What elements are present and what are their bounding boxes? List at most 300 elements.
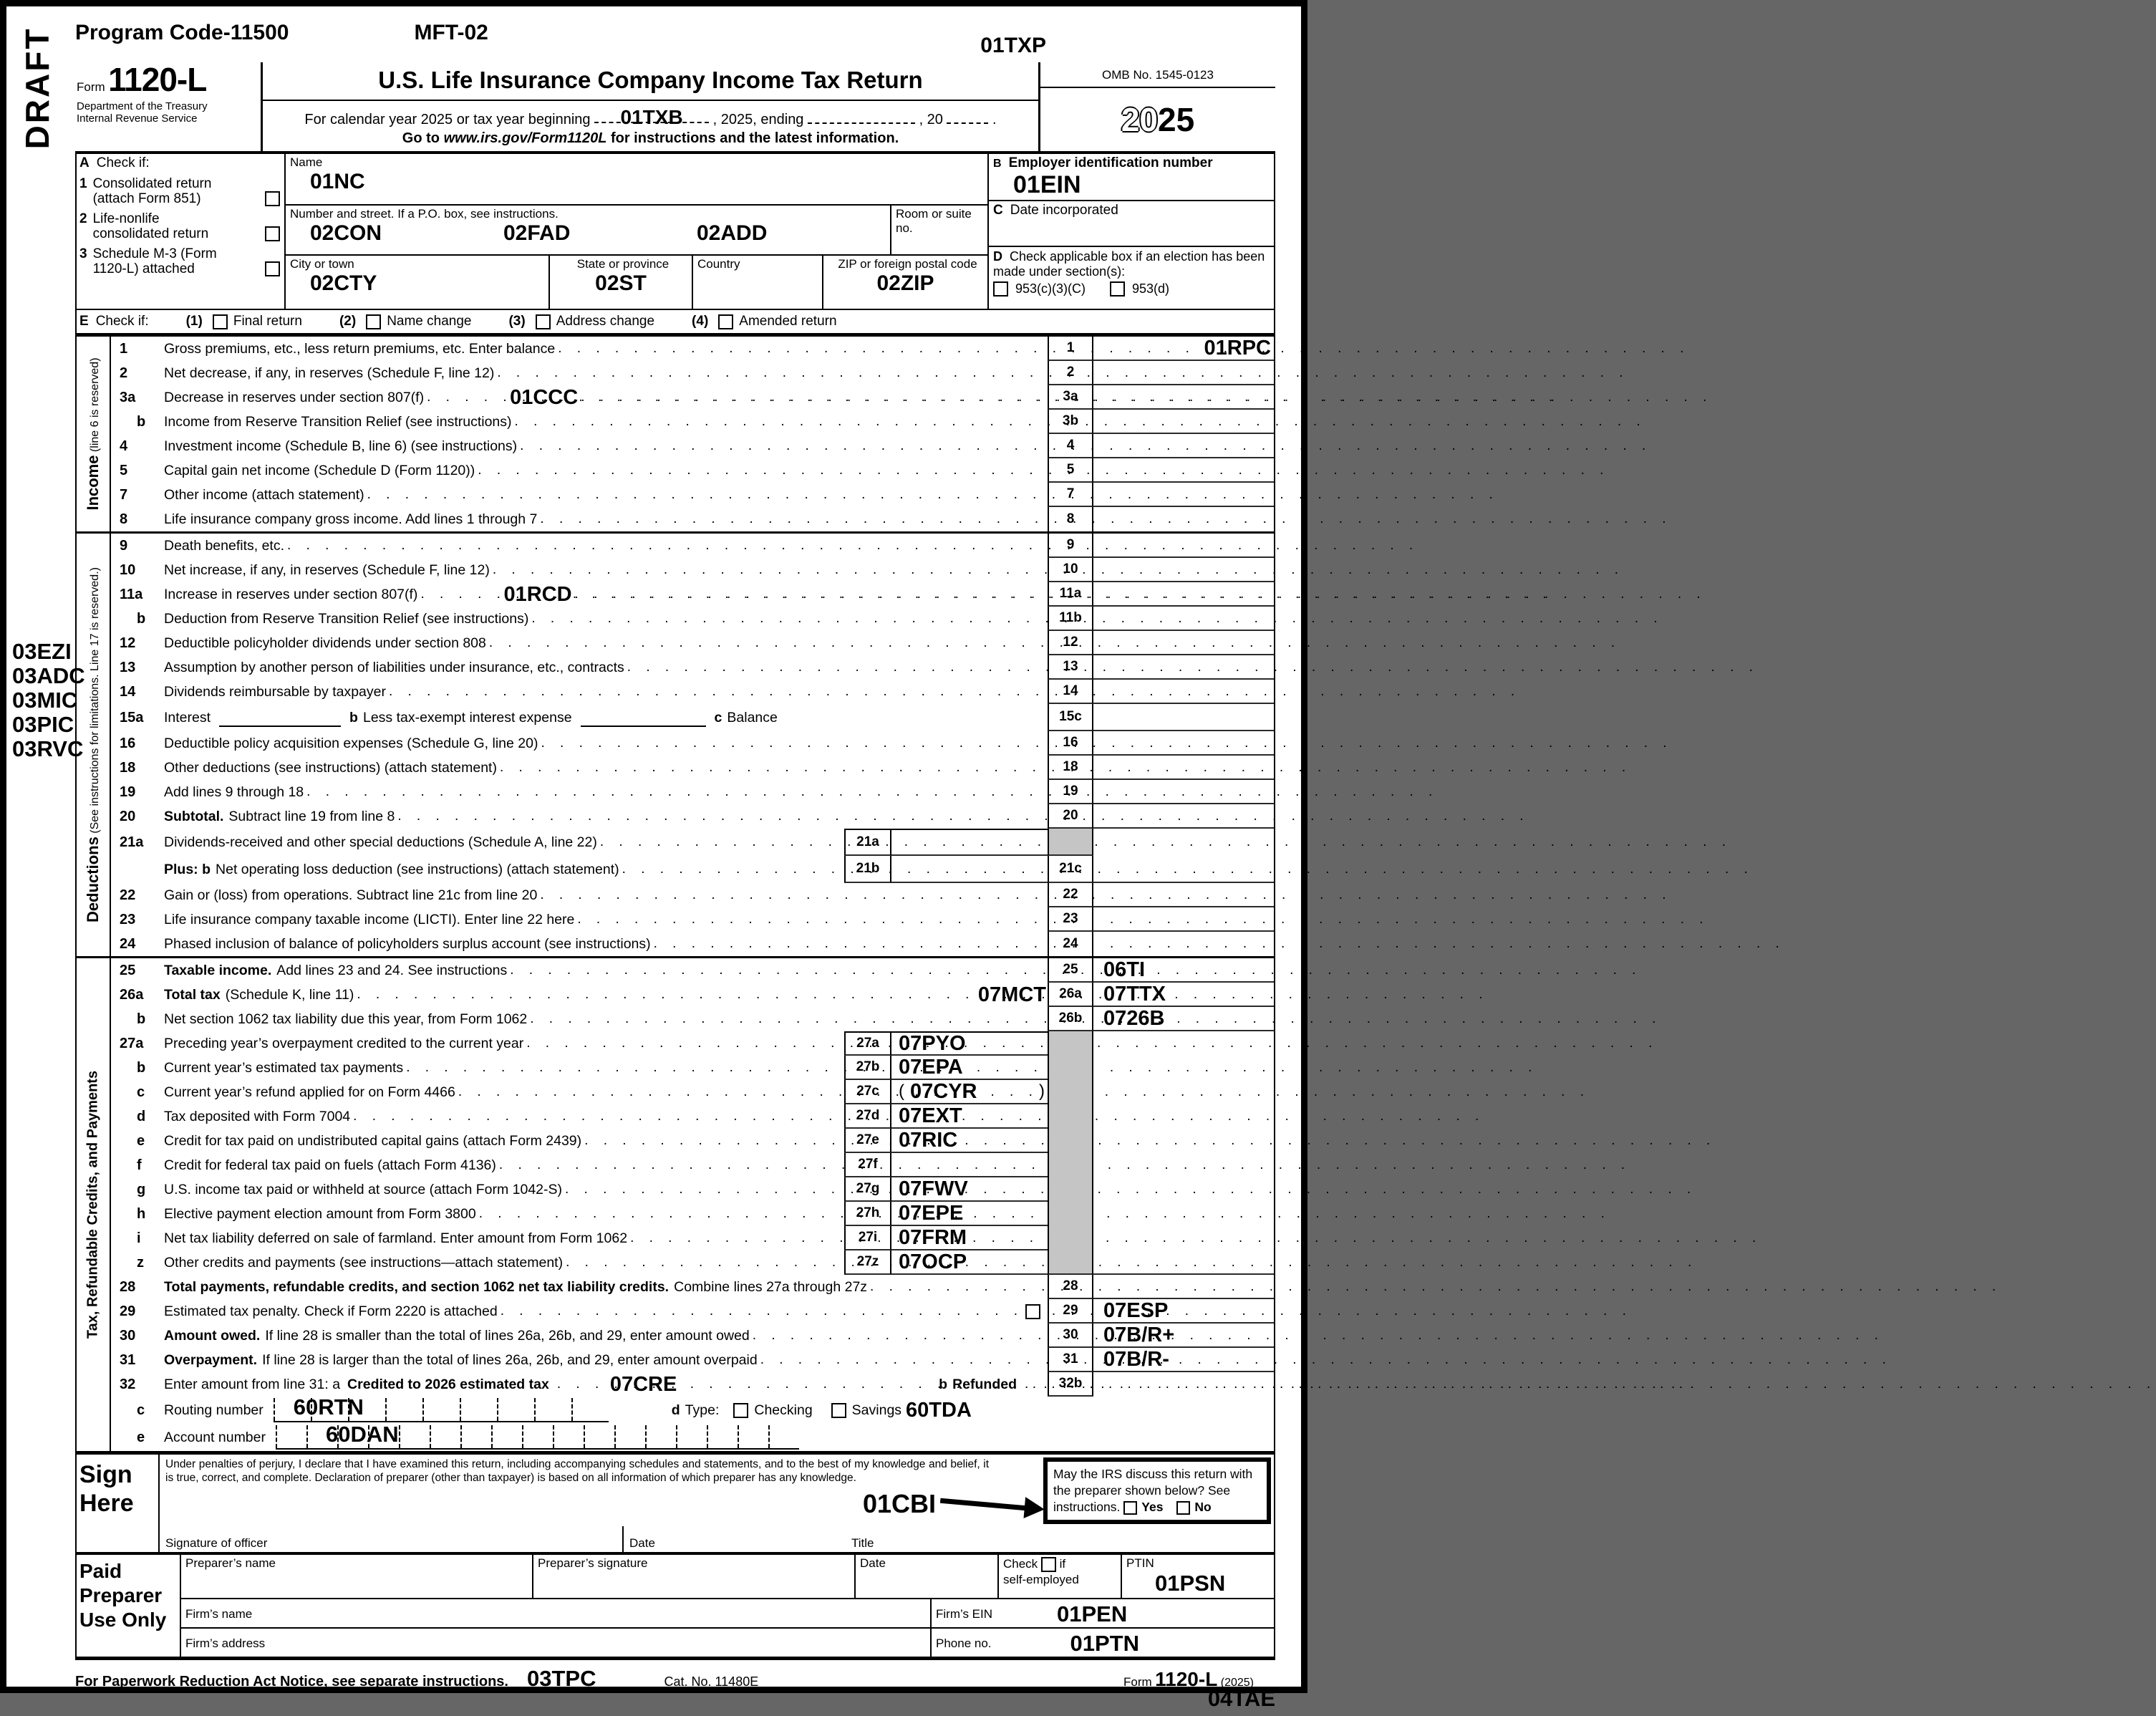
dot-leader [600,834,840,850]
line-num: h [137,1205,146,1222]
line-21a-amount[interactable] [891,829,1048,856]
firm-name-field[interactable] [181,1599,930,1627]
city-label: City or town [290,257,354,271]
line-32c-row [111,1394,1274,1424]
tax-year-yy-field[interactable] [947,107,988,124]
line-27d-row [111,1104,1274,1129]
right-line-num: 25 [1048,958,1093,983]
line-24-amount[interactable] [1093,932,1274,956]
line-num: e [137,1429,145,1445]
line-1-row [111,337,1274,361]
line-27b-amount[interactable]: 07EPA [891,1056,1048,1080]
paperwork-notice: For Paperwork Reduction Act Notice, see separate instructions. [75,1674,508,1690]
cal-pre: For calendar year 2025 or tax year beginning [304,112,591,127]
income-side-strip [77,337,111,531]
firm-ein-field[interactable] [930,1599,1274,1627]
line-num: b [137,1011,146,1027]
line-23-amount[interactable] [1093,907,1274,932]
line-27f-amount[interactable] [891,1153,1048,1177]
line-27c-amount[interactable] [891,1080,1048,1104]
dot-leader [630,1230,840,1246]
dot-leader [389,684,1043,700]
line-num: 27a [120,1035,144,1051]
line-num: i [137,1230,141,1246]
dept-line1: Department of the Treasury [77,100,208,112]
code-01txb: 01TXB [620,106,683,128]
overlay-code: 03ADC [12,663,85,688]
line-22-row [111,883,1274,907]
line-num: 19 [120,784,136,800]
right-line-num: 4 [1048,434,1093,458]
a-text: Check if: [96,155,150,170]
checking-checkbox[interactable] [733,1403,748,1418]
dot-leader [458,1084,840,1100]
discuss-no-checkbox[interactable] [1176,1501,1190,1515]
officer-signature-field[interactable] [160,1536,622,1552]
right-line-num: 9 [1048,534,1093,558]
dot-leader [1025,1377,1043,1392]
dot-leader [520,438,1043,454]
officer-signature-label: Signature of officer [165,1536,268,1550]
if-word: if [1059,1557,1066,1571]
line-12-amount[interactable] [1093,631,1274,655]
line-bold: Total tax [164,986,221,1003]
irs-discuss-box [1043,1457,1271,1524]
line-28-row [111,1275,1274,1299]
line-11b-row [111,607,1274,631]
form-word: Form [77,80,105,94]
line-num: 31 [120,1351,136,1368]
dot-leader [397,809,1043,824]
line-31-amount[interactable]: 07B/R- [1093,1348,1274,1372]
right-line-num: 23 [1048,907,1093,932]
shaded-cell [1048,1056,1093,1080]
shaded-cell [1048,1226,1093,1250]
line-27g-row [111,1177,1274,1202]
line-26b-row [111,1007,1274,1031]
ein-field[interactable] [989,154,1274,201]
code-07mct: 07MCT [977,983,1046,1006]
preparer-signature-field[interactable] [532,1555,854,1598]
line-20-row [111,804,1274,829]
right-line-num: 5 [1048,458,1093,483]
account-label: Account number [164,1429,266,1445]
overlay-code: 03RVC [12,736,84,761]
street-row [286,206,987,256]
sign-here-block [77,1451,1274,1552]
street-field[interactable] [286,206,890,254]
line-9-amount[interactable] [1093,534,1274,558]
line-30-row [111,1324,1274,1348]
953d-checkbox[interactable] [1110,281,1125,297]
line-desc: (Schedule K, line 11) [225,986,354,1003]
routing-number-field[interactable] [274,1394,609,1422]
e2-num: (2) [339,314,357,329]
sub-b: b [349,709,358,726]
dot-leader [575,587,1043,602]
line-19-amount[interactable] [1093,780,1274,804]
line-13-amount[interactable] [1093,655,1274,680]
dot-leader [526,1036,840,1051]
mft-code: MFT-02 [414,21,488,44]
line-32-row [111,1372,1274,1397]
line-11b-amount[interactable] [1093,607,1274,631]
line-23-row [111,907,1274,932]
line-desc: Death benefits, etc. [164,537,285,554]
line-18-row [111,756,1274,780]
useonly-word: Use Only [79,1609,167,1631]
line-27d-amount[interactable]: 07EXT [891,1104,1048,1129]
right-cell [1093,1031,1274,1056]
line-num: 22 [120,887,136,903]
line-27e-amount[interactable]: 07RIC [891,1129,1048,1153]
line-num: z [137,1254,144,1271]
city-value: 02CTY [310,271,377,295]
code-07cyr: 07CYR [910,1079,977,1103]
line-num: 4 [120,438,128,454]
line-26b-amount[interactable]: 0726B [1093,1007,1274,1031]
life-nonlife-checkbox[interactable] [265,226,280,241]
line-desc: Net section 1062 tax liability due this year, from Form 1062 [164,1011,528,1027]
right-cell [1093,1129,1274,1153]
line-1-amount[interactable]: 01RPC [1093,337,1274,361]
right-line-num: 14 [1048,680,1093,704]
schedule-m3-checkbox[interactable] [265,261,280,276]
deductions-side-label [84,567,102,922]
line-num: 1 [120,340,128,357]
state-value: 02ST [595,271,647,295]
phone-value: 01PTN [1070,1630,1139,1656]
state-label: State or province [576,257,669,271]
line-desc: Income from Reserve Transition Relief (see instructions) [164,413,512,430]
firm-address-field[interactable] [181,1629,930,1657]
name-change-checkbox[interactable] [366,314,381,329]
state-field[interactable] [548,256,692,309]
line-9-row [111,534,1274,558]
sub-c: c [714,709,722,726]
amended-return-checkbox[interactable] [718,314,733,329]
checking-label: Checking [754,1402,813,1418]
discuss-box-wrap [1038,1455,1274,1552]
dot-leader [493,562,1043,578]
right-line-num: 16 [1048,731,1093,756]
dot-leader [479,1206,840,1222]
country-field[interactable] [692,256,822,309]
mid-line-num: 27i [844,1226,891,1250]
income-word: Income [84,455,102,511]
address-change-checkbox[interactable] [536,314,551,329]
irs-url-link[interactable]: www.irs.gov/Form1120L [443,130,607,146]
line-num: g [137,1181,146,1197]
line-7-row [111,483,1274,507]
catalog-number: Cat. No. 11480E [664,1674,759,1689]
a-item-3 [79,246,280,276]
dot-leader [540,511,1043,527]
deductions-section [77,534,1274,958]
tax-exempt-label: Less tax-exempt interest expense [362,709,572,726]
program-code: Program Code-11500 [75,21,289,44]
line-27i-amount[interactable]: 07FRM [891,1226,1048,1250]
code-01cbi: 01CBI [862,1489,936,1518]
line-22-amount[interactable] [1093,883,1274,907]
line-3b-amount[interactable] [1093,410,1274,434]
election-box [989,247,1274,297]
line-desc: Other deductions (see instructions) (attach statement) [164,759,497,776]
code-01rcd: 01RCD [503,582,572,606]
omb-number: OMB No. 1545-0123 [1040,62,1275,88]
room-suite-field[interactable] [890,206,987,254]
calendar-year-line [263,100,1038,128]
mid-line-num: 27f [844,1153,891,1177]
line-2-amount[interactable] [1093,361,1274,385]
line-27e-row [111,1129,1274,1153]
line-num: b [137,610,146,627]
line-desc: Deductible policy acquisition expenses (Schedule G, line 20) [164,735,538,751]
line-num: 8 [120,511,128,527]
street-value-3: 02ADD [697,221,768,245]
953c3c-checkbox[interactable] [993,281,1008,297]
interest-label: Interest [164,709,211,726]
mid-line-num: 27g [844,1177,891,1202]
zip-field[interactable] [822,256,987,309]
name-address-column [286,154,987,309]
tax-side-strip [77,958,111,1451]
title-block [263,62,1040,151]
phone-label: Phone no. [936,1636,992,1650]
page-title: U.S. Life Insurance Company Income Tax Return [378,67,923,93]
form-2220-checkbox[interactable] [1025,1304,1040,1319]
dot-leader [540,887,1043,903]
line-26a-amount[interactable]: 07TTX [1093,983,1274,1007]
e1-num: (1) [185,314,203,329]
consolidated-return-checkbox[interactable] [265,191,280,206]
draft-text: DRAFT [19,26,56,150]
right-line-num: 19 [1048,780,1093,804]
right-cell [1093,1056,1274,1080]
right-line-num: 22 [1048,883,1093,907]
ein-label: Employer identification number [1008,155,1213,170]
line-15c-amount[interactable] [1093,704,1274,731]
line-num: 3a [120,389,136,405]
phone-field[interactable] [930,1629,1274,1657]
line-18-amount[interactable] [1093,756,1274,780]
form-number: 1120-L [108,61,207,98]
code-07cre: 07CRE [609,1372,677,1396]
income-side-label [84,357,102,510]
line-21c-amount[interactable] [1093,856,1274,883]
shaded-cell [1048,1177,1093,1202]
line-20-amount[interactable] [1093,804,1274,829]
line-desc: Other credits and payments (see instructions—attach statement) [164,1254,564,1271]
tax-year-end-field[interactable] [808,107,915,124]
dot-leader [427,390,507,405]
dot-leader [627,660,1043,675]
code-60dan: 60DAN [326,1422,399,1447]
line-3a-amount[interactable] [1093,385,1274,410]
right-line-num: 24 [1048,932,1093,956]
line-bold: Taxable income. [164,962,272,978]
line-8-amount[interactable] [1093,507,1274,531]
right-line-num: 1 [1048,337,1093,361]
line-num: 28 [120,1278,136,1295]
dot-leader [406,1060,840,1076]
paid-preparer-block [77,1552,1274,1657]
dept-line2: Internal Revenue Service [77,112,198,125]
final-return-label: Final return [233,314,302,329]
line-7-amount[interactable] [1093,483,1274,507]
line-5-amount[interactable] [1093,458,1274,483]
deductions-note: (See instructions for limitations. Line 17 is reserved.) [89,567,101,837]
dot-leader [501,1303,1023,1319]
line-27a-amount[interactable]: 07PYO [891,1031,1048,1056]
perjury-statement: Under penalties of perjury, I declare that I have examined this return, including accompanying schedules and statements, and to the best of my knowledge and belief, it is true, correct, and complete. Declaration of preparer (other than taxpayer) is based on all information of which preparer has any knowledge. [165,1458,989,1484]
line-num: 9 [120,537,128,554]
line-30-amount[interactable]: 07B/R+ [1093,1324,1274,1348]
line-desc: If line 28 is smaller than the total of lines 26a, 26b, and 29, enter amount owed [265,1327,750,1344]
line-num: 20 [120,808,136,824]
line-19-row [111,780,1274,804]
code-60rtn: 60RTN [293,1394,364,1419]
city-field[interactable] [286,256,548,309]
tax-exempt-field[interactable] [581,708,706,727]
dot-leader [760,1352,1043,1368]
ein-value: 01EIN [1013,171,1081,198]
date-incorporated-field[interactable] [989,201,1274,247]
code-04tae: 04TAE [1207,1686,1275,1711]
line-desc: Increase in reserves under section 807(f) [164,586,418,602]
line-num: 15a [120,709,144,726]
a1-label: Consolidated return (attach Form 851) [92,176,212,206]
line-28-amount[interactable] [1093,1275,1274,1299]
line-27z-amount[interactable]: 07OCP [891,1250,1048,1275]
sign-date-field[interactable] [622,1526,765,1552]
line-desc: Add lines 23 and 24. See instructions [276,962,508,978]
line-10-amount[interactable] [1093,558,1274,582]
savings-label: Savings [851,1402,902,1418]
name-label: Name [290,155,323,169]
line-bold: Plus: b [164,861,211,877]
dot-leader [558,341,1043,357]
paren-close: ) [1039,1081,1045,1101]
line-num: f [137,1157,142,1173]
year-20: 20 [1121,101,1158,138]
name-field[interactable] [286,154,987,206]
goto-post: for instructions and the latest information. [610,130,899,146]
line-27g-amount[interactable]: 07FWV [891,1177,1048,1202]
line-32b-amount[interactable] [1093,1372,1274,1397]
line-25-amount[interactable]: 06TI [1093,958,1274,983]
right-cell [1093,1104,1274,1129]
line-desc: Phased inclusion of balance of policyholders surplus account (see instructions) [164,935,651,952]
right-line-num: 7 [1048,483,1093,507]
footer [75,1660,1275,1716]
right-line-num: 21c [1048,856,1093,883]
ptin-field[interactable] [1121,1555,1274,1598]
line-4-amount[interactable] [1093,434,1274,458]
line-27b-row [111,1056,1274,1080]
paren-open: ( [899,1081,904,1101]
line-21b-amount[interactable] [891,856,1048,883]
shaded-cell [1048,1080,1093,1104]
dot-leader [499,1157,840,1173]
right-line-num: 2 [1048,361,1093,385]
dot-leader [510,963,1043,978]
line-desc: Net increase, if any, in reserves (Schedule F, line 12) [164,561,490,578]
line-5-row [111,458,1274,483]
line-11a-amount[interactable] [1093,582,1274,607]
tax-year-begin-field[interactable] [594,106,709,128]
line-num: 24 [120,935,136,952]
footer-form-number: 1120-L [1155,1668,1218,1690]
key-a: A [79,155,90,170]
account-number-field[interactable] [276,1422,799,1450]
line-num: 5 [120,462,128,478]
line-16-amount[interactable] [1093,731,1274,756]
dot-leader [357,987,975,1003]
savings-checkbox[interactable] [831,1403,846,1418]
dot-leader [557,1377,607,1392]
line-14-amount[interactable] [1093,680,1274,704]
no-label: No [1194,1500,1212,1514]
line-desc: Life insurance company taxable income (LICTI). Enter line 22 here [164,911,575,927]
line-desc: U.S. income tax paid or withheld at source (attach Form 1042-S) [164,1181,562,1197]
right-line-num: 20 [1048,804,1093,829]
key-e: E [79,314,89,329]
mid-line-num: 27c [844,1080,891,1104]
line-desc: Assumption by another person of liabilities under insurance, etc., contracts [164,659,624,675]
right-line-num: 26b [1048,1007,1093,1031]
discuss-yes-checkbox[interactable] [1123,1501,1137,1515]
yes-label: Yes [1141,1500,1164,1514]
line-num: 30 [120,1327,136,1344]
here-word: Here [79,1490,134,1517]
line-29-amount[interactable]: 07ESP [1093,1299,1274,1324]
footer-form-year: (2025) [1220,1677,1254,1689]
discuss-text: May the IRS discuss this return with the preparer shown below? See instructions. [1053,1467,1253,1514]
line-num: 32 [120,1376,136,1392]
interest-field[interactable] [219,708,341,727]
preparer-date-field[interactable] [854,1555,997,1598]
shaded-cell [1048,1202,1093,1226]
room-label: Room or suite no. [896,207,972,235]
right-line-num: 13 [1048,655,1093,680]
line-num: 7 [120,486,128,503]
dot-leader [531,611,1043,627]
line-desc: Net operating loss deduction (see instructions) (attach statement) [216,861,619,877]
dot-leader [515,414,1043,430]
preparer-name-field[interactable] [181,1555,532,1598]
sub-b: b [939,1376,948,1392]
final-return-checkbox[interactable] [213,314,228,329]
title-field[interactable] [765,1536,1038,1552]
line-desc: Other income (attach statement) [164,486,364,503]
line-27h-amount[interactable]: 07EPE [891,1202,1048,1226]
dot-leader [287,538,1043,554]
self-employed-checkbox[interactable] [1041,1557,1056,1572]
line-num: b [137,1059,146,1076]
e4-num: (4) [692,314,709,329]
dot-leader [581,390,1043,405]
dot-leader [500,760,1043,776]
line-num: c [137,1402,145,1418]
line-num: 14 [120,683,136,700]
name-change-label: Name change [387,314,472,329]
cal-20: , 20 [919,112,943,127]
right-cell [1093,1177,1274,1202]
line-desc: Subtract line 19 from line 8 [228,808,395,824]
line-27i-row [111,1226,1274,1250]
footer-form-word: Form [1123,1675,1152,1689]
